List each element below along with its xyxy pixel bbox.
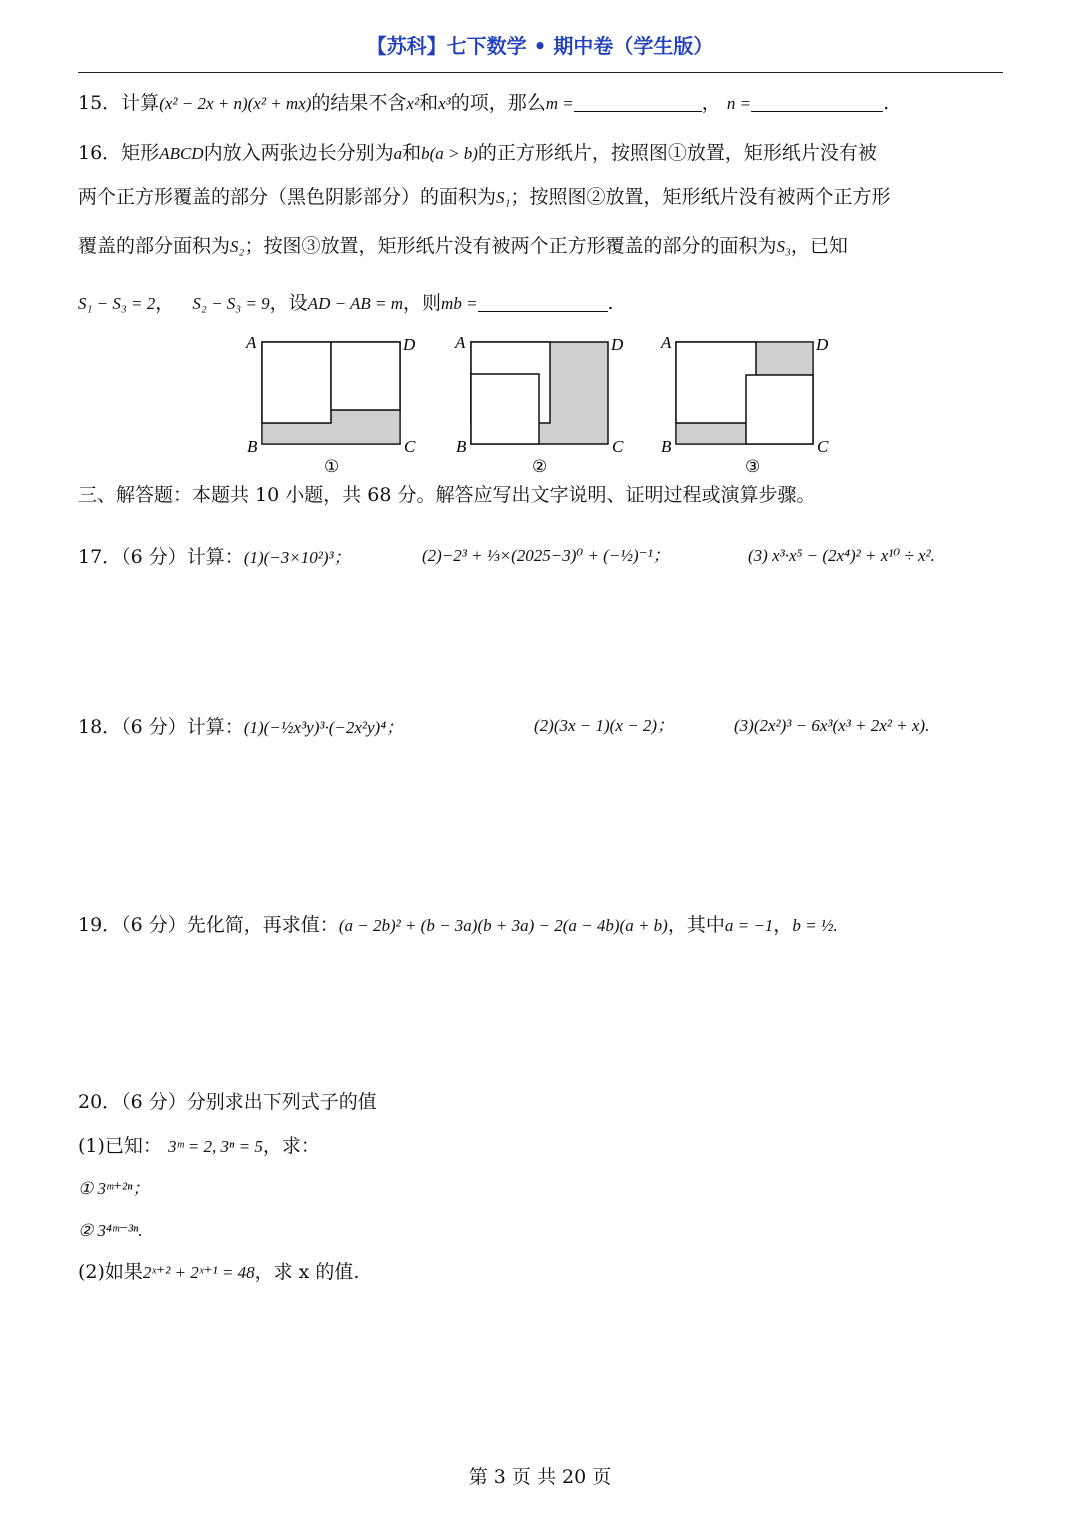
q16-cond3: AD − AB = m bbox=[307, 294, 404, 313]
q16-text: 覆盖的部分面积为 bbox=[78, 235, 231, 257]
q16-text: ，则 bbox=[403, 292, 442, 314]
q19-prefix: 19．（6 分）先化简，再求值： bbox=[78, 914, 339, 936]
fig1-label: ① bbox=[324, 457, 340, 476]
q16-condition: b(a > b) bbox=[421, 144, 478, 163]
page-footer: 第 3 页 共 20 页 bbox=[468, 1466, 612, 1488]
q16-mb-blank[interactable] bbox=[478, 293, 608, 312]
q19-value-a: a = −1 bbox=[724, 916, 774, 935]
q16-s1: S₁ bbox=[496, 188, 511, 207]
question-15 bbox=[78, 92, 889, 115]
section-3-heading: 三、解答题：本题共 10 小题，共 68 分。解答应写出文字说明、证明过程或演算步骤。 bbox=[78, 484, 816, 506]
q18-part-2: (2)(3x − 1)(x − 2)； bbox=[534, 716, 675, 735]
q15-m-label: m = bbox=[545, 94, 574, 113]
q20-sub-1: ① 3ᵐ⁺²ⁿ； bbox=[78, 1179, 150, 1198]
q20-sub-2: ② 3⁴ᵐ⁻³ⁿ. bbox=[78, 1221, 143, 1240]
q18-part-1: (1)(−½x³y)³·(−2x²y)⁴； bbox=[243, 718, 404, 737]
q19-sep: ， bbox=[773, 914, 793, 936]
q15-text: 的结果不含 bbox=[311, 92, 407, 114]
fig1-corner-c: C bbox=[404, 437, 416, 456]
question-17 bbox=[78, 546, 935, 569]
q17-part-3: (3) x³·x⁵ − (2x⁴)² + x¹⁰ ÷ x². bbox=[748, 546, 935, 565]
q15-n-blank[interactable] bbox=[751, 93, 883, 112]
q15-expression: (x² − 2x + n)(x² + mx) bbox=[159, 94, 312, 113]
q16-text: 内放入两张边长分别为 bbox=[203, 142, 394, 164]
fig1-square-b bbox=[331, 342, 400, 410]
q16-var-a: a bbox=[393, 144, 403, 163]
q16-s3: S₃ bbox=[776, 237, 791, 256]
q18-part-3: (3)(2x²)³ − 6x³(x³ + 2x² + x). bbox=[734, 716, 930, 735]
q16-text: 两个正方形覆盖的部分（黑色阴影部分）的面积为 bbox=[78, 186, 497, 208]
q20-p2-text: (2)如果 bbox=[78, 1261, 143, 1283]
fig1-corner-d: D bbox=[403, 335, 416, 354]
question-19 bbox=[78, 914, 838, 937]
q16-rect-name: ABCD bbox=[159, 144, 204, 163]
q15-term: x³ bbox=[438, 94, 451, 113]
q18-prefix: 18．（6 分）计算： bbox=[78, 716, 244, 738]
q20-p1-text: (1)已知： bbox=[78, 1135, 162, 1157]
fig3-corner-c: C bbox=[817, 437, 829, 456]
figure-1 bbox=[245, 334, 416, 476]
q15-text: 15．计算 bbox=[78, 92, 160, 114]
fig3-corner-b: B bbox=[661, 437, 672, 456]
q16-text: 的正方形纸片，按照图①放置，矩形纸片没有被 bbox=[477, 142, 877, 164]
question-20-part-1 bbox=[78, 1135, 320, 1158]
question-20-part-2 bbox=[78, 1261, 359, 1284]
q19-expression: (a − 2b)² + (b − 3a)(b + 3a) − 2(a − 4b)(a + b) bbox=[338, 916, 668, 935]
q16-s2: S₂ bbox=[230, 237, 245, 256]
fig2-corner-d: D bbox=[611, 335, 624, 354]
page-header: 【苏科】七下数学 • 期中卷（学生版） bbox=[366, 34, 714, 58]
header-rule bbox=[78, 72, 1003, 73]
fig1-corner-b: B bbox=[247, 437, 258, 456]
q15-m-blank[interactable] bbox=[574, 93, 702, 112]
fig3-corner-a: A bbox=[661, 334, 672, 352]
q15-n-label: n = bbox=[726, 94, 752, 113]
q19-value-b: b = ½. bbox=[792, 916, 838, 935]
question-16-line1 bbox=[78, 142, 877, 165]
fig3-shaded-bottom bbox=[676, 423, 746, 444]
q16-text: 16．矩形 bbox=[78, 142, 160, 164]
fig1-square-a bbox=[262, 342, 331, 423]
q17-part-2: (2)−2³ + ⅓×(2025−3)⁰ + (−½)⁻¹； bbox=[422, 546, 670, 565]
fig2-square-b bbox=[471, 374, 539, 444]
q20-p1-expression: 3ᵐ = 2, 3ⁿ = 5 bbox=[167, 1137, 263, 1156]
q16-cond1: S₁ − S₃ = 2 bbox=[78, 294, 156, 313]
fig2-corner-a: A bbox=[455, 334, 466, 352]
q15-end: . bbox=[883, 92, 890, 114]
figure-3 bbox=[660, 334, 829, 476]
fig2-label: ② bbox=[532, 457, 548, 476]
q16-text: ，设 bbox=[269, 292, 308, 314]
fig3-label: ③ bbox=[745, 457, 761, 476]
fig2-corner-c: C bbox=[612, 437, 624, 456]
fig1-corner-a: A bbox=[246, 334, 257, 352]
q16-cond2: S₂ − S₃ = 9 bbox=[192, 294, 270, 313]
q19-text: ，其中 bbox=[667, 914, 725, 936]
q16-text: ；按照图②放置，矩形纸片没有被两个正方形 bbox=[510, 186, 891, 208]
q16-text: ，已知 bbox=[790, 235, 848, 257]
q15-text: 和 bbox=[419, 92, 439, 114]
q20-p2-expression: 2ˣ⁺² + 2ˣ⁺¹ = 48 bbox=[142, 1263, 255, 1282]
q20-p2-end: ，求 x 的值. bbox=[254, 1261, 360, 1283]
question-18 bbox=[78, 716, 930, 739]
question-20-sub-2 bbox=[78, 1219, 143, 1242]
question-20-title: 20．（6 分）分别求出下列式子的值 bbox=[78, 1091, 377, 1113]
fig3-corner-d: D bbox=[816, 335, 829, 354]
q16-text: ；按图③放置，矩形纸片没有被两个正方形覆盖的部分的面积为 bbox=[244, 235, 777, 257]
q16-mb-label: mb = bbox=[441, 294, 478, 313]
question-16-line2 bbox=[78, 186, 890, 209]
question-16-line4 bbox=[78, 292, 614, 315]
q17-prefix: 17．（6 分）计算： bbox=[78, 546, 244, 568]
fig3-square-b bbox=[746, 375, 813, 444]
q15-term: x² bbox=[406, 94, 420, 113]
q16-sep: ， bbox=[155, 292, 175, 314]
fig2-corner-b: B bbox=[456, 437, 467, 456]
q16-text: 和 bbox=[402, 142, 422, 164]
q20-p1-end: ，求： bbox=[262, 1135, 320, 1157]
question-16-line3 bbox=[78, 235, 848, 258]
question-20-sub-1 bbox=[78, 1177, 150, 1200]
fig3-shaded-top bbox=[756, 342, 813, 375]
q16-end: . bbox=[607, 292, 614, 314]
q16-figures bbox=[240, 334, 840, 476]
q15-text: 的项，那么 bbox=[450, 92, 546, 114]
fig3-square-a bbox=[676, 342, 756, 423]
q15-sep: ， bbox=[701, 92, 721, 114]
q17-part-1: (1)(−3×10²)³； bbox=[243, 548, 351, 567]
figure-2 bbox=[454, 334, 624, 476]
